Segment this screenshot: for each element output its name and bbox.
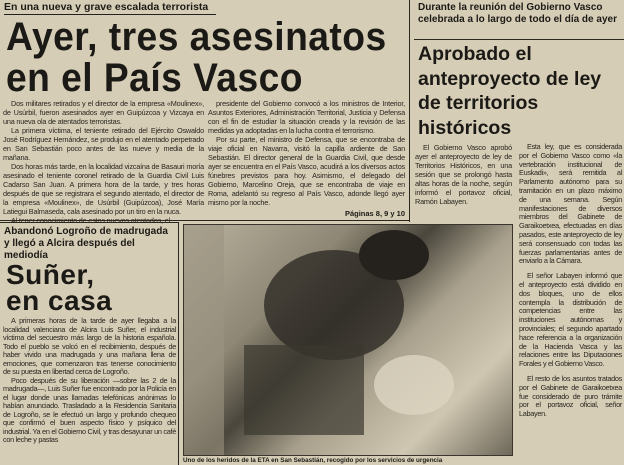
lead-column-2 (208, 99, 405, 207)
paragraph: Poco después de su liberación —sobre las 2 de la madrugada—, Luis Suñer fue encontrado por la Policía en el lugar donde unas llamadas telefónicas anónimas lo habían anunciado. Trasladado a la Residencia Sanitaria de Logroño, se le efectuó un largo y profundo chequeo que confirmó el buen aspecto físico y psíquico del industrial. Ya en el Gobierno Civil, y tras desayunar un café con leche y pastas (3, 375, 176, 444)
paragraph: Dos horas más tarde, en la localidad vizcaína de Basauri moría asesinado el teniente coronel retirado de la Guardia Civil Luis Cadarso San Juan. A primera hora de la tarde, y tres horas después de que se registrara el segundo atentado, el director de la empresa «Moulinex», de Usúrbil (Guipúzcoa), José María Latiegui Balmaseda, cala asesinado por un tiro en la nuca. (3, 162, 204, 216)
photo-scene (184, 225, 513, 456)
horizontal-rule (0, 220, 410, 221)
paragraph: La primera víctima, el teniente retirado del Ejército Oswaldo José Rodríguez Hernández, se produjo en el atentado perpetrado en San Sebastián poco antes de las nueve y media de la mañana. (3, 126, 204, 162)
lead-column-1 (3, 99, 204, 225)
paragraph: Por su parte, el ministro de Defensa, que se encontraba de viaje oficial en Navarra, visitó la capilla ardiente de San Sebastián. El director general de la Guardia Civil, que desde ayer se encuentra en el País Vasco, acudirá a los diversos actos fúnebres previstos para hoy. Asimismo, el delegado del Gobierno, Marcelino Oreja, que se encontraba de viaje en Roma, adelantó su regreso al País Vasco, adonde llegó ayer mismo por la noche. (208, 135, 405, 207)
lead-headline-line-2: en el País Vasco (6, 56, 303, 100)
lead-headline-line-1: Ayer, tres asesinatos (6, 15, 387, 59)
paragraph: presidente del Gobierno convocó a los ministros de Interior, Asuntos Exteriores, Administración Territorial, Justicia y Defensa con el fin de estudiar la situación creada y la revisión de las medidas ya adoptadas en la lucha contra el terrorismo. (208, 99, 405, 135)
paragraph: El resto de los asuntos tratados por el Gabinete de Garaikoetxea fue considerado de puro trámite por el portavoz oficial, señor Labayen. (519, 373, 622, 419)
page-reference: Páginas 8, 9 y 10 (344, 209, 405, 218)
photo-caption: Uno de los heridos de la ETA en San Sebastián, recogido por los servicios de urgencia (183, 457, 443, 464)
suner-kicker: Abandonó Logroño de madrugada y llegó a Alcira después del mediodía (4, 226, 168, 261)
paragraph: A primeras horas de la tarde de ayer llegaba a la localidad valenciana de Alcira Luis Suñer, el industrial víctima del secuestro más largo de la historia española. Todo el pueblo se volcó en el recibimiento, después de haber vivido una madrugada y una mañana llena de emociones, que comenzaron tras tenerse conocimiento de su puesta en libertad cerca de Logroño. (3, 316, 176, 376)
suner-headline-line-2: en casa (6, 285, 113, 316)
horizontal-rule (414, 39, 624, 40)
paragraph: Dos militares retirados y el director de la empresa «Moulinex», de Usúrbil, fueron asesinados ayer en Guipúzcoa y Vizcaya en una nueva ola de atentados terroristas. (3, 99, 204, 126)
suner-box (0, 222, 179, 465)
right-column-2 (519, 143, 622, 419)
paragraph: El Gobierno Vasco aprobó ayer el anteproyecto de ley de Territorios Históricos, en una sesión que se prolongó hasta altas horas de la noche, según informó el portavoz oficial, Ramón Labayen. (415, 143, 512, 206)
right-kicker: Durante la reunión del Gobierno Vasco celebrada a lo largo de todo el día de ayer (418, 2, 617, 25)
column-rule (409, 0, 410, 222)
suner-headline-line-1: Suñer, (6, 259, 95, 290)
news-photo (183, 224, 513, 456)
paragraph: El señor Labayen informó que el anteproyecto está dividido en dos bloques, uno de ellos contempla la distribución de competencias entre las instituciones autónomas y provinciales; el segundo apartado hace referencia a la organización de la Hacienda Vasca y las relaciones entre las Diputaciones Forales y el Gobierno Vasco. (519, 271, 622, 369)
suner-body (3, 317, 176, 445)
right-headline: Aprobado el anteproyecto de ley de territorios históricos (418, 43, 602, 139)
right-column-1 (415, 143, 512, 206)
lead-kicker: En una nueva y grave escalada terrorista (4, 1, 216, 15)
paragraph: Esta ley, que es considerada por el Gobierno Vasco como «la vertebración institucional de Euskadi», será remitida al Parlamento autónomo para su tramitación en un plazo máximo de una semana. Según manifestaciones de diversos miembros del Gabinete de Garaikoetxea, efectuadas en días pasados, este anteproyecto de ley será consensuado con todas las fuerzas parlamentarias antes de enviarlo a la Cámara. (519, 142, 622, 266)
